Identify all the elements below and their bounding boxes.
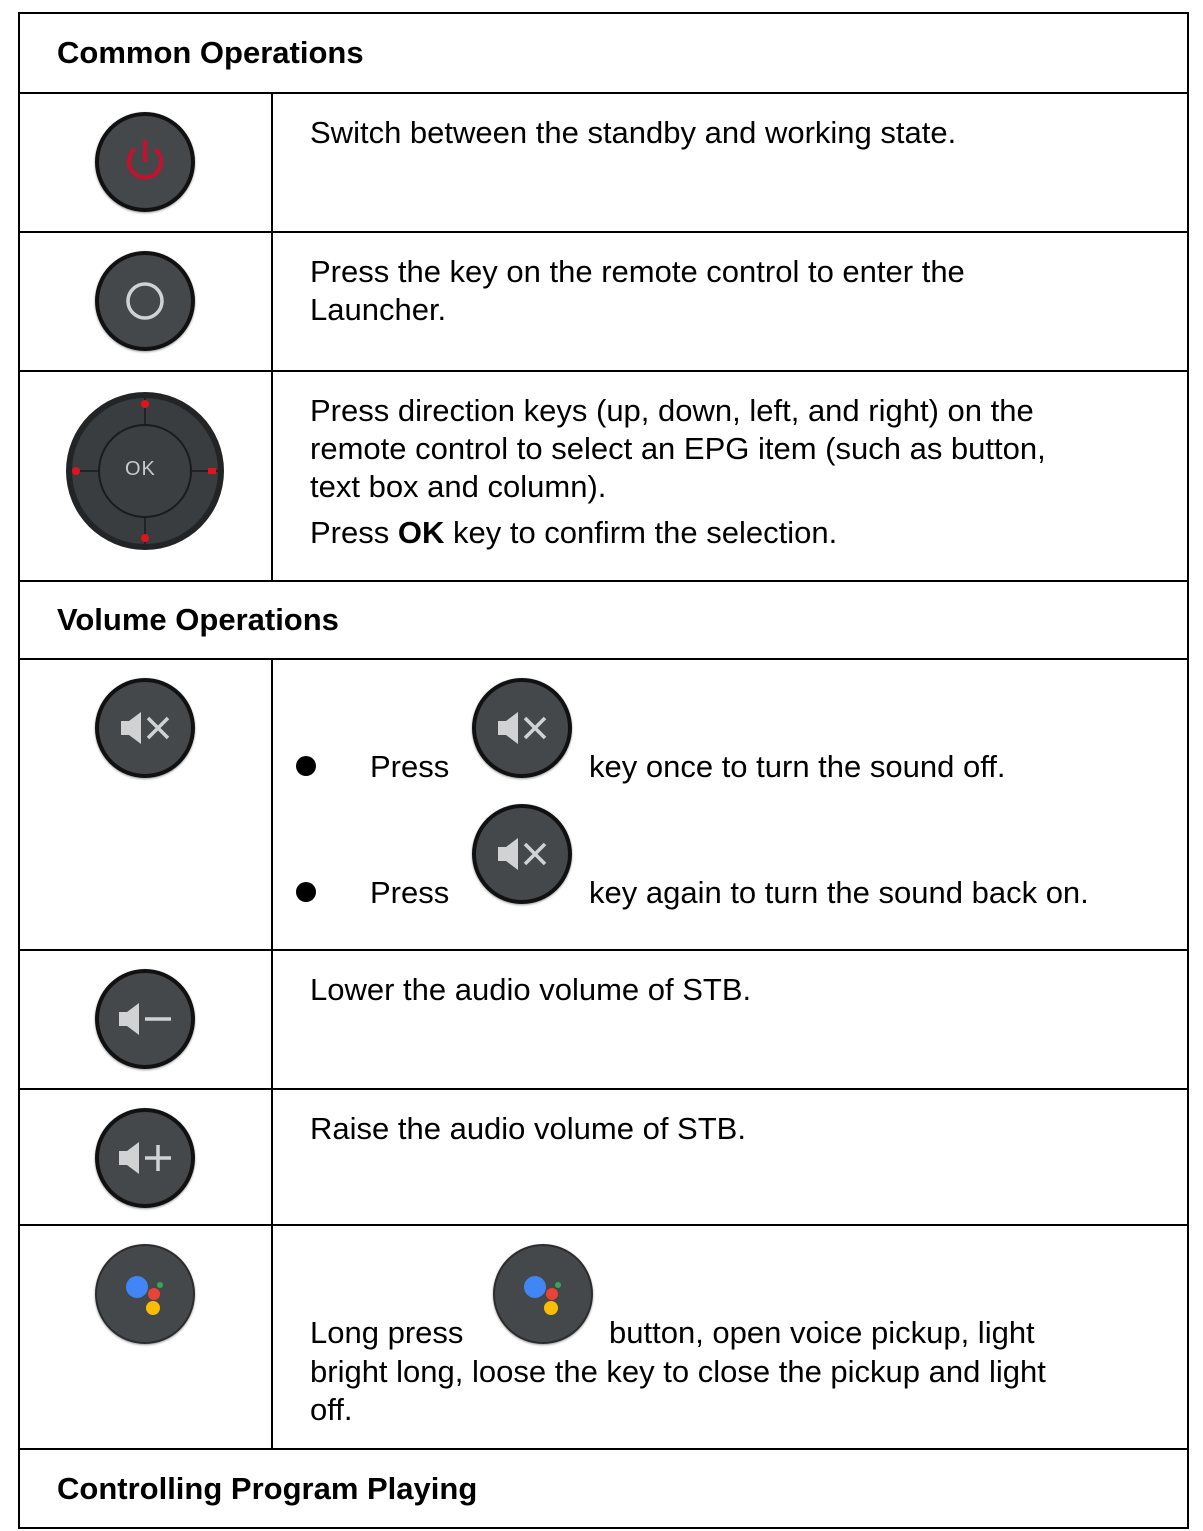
section-header-controlling-program-playing	[20, 1448, 1187, 1527]
section-header-volume-operations	[20, 580, 1187, 658]
bullet-suffix: key once to turn the sound off.	[589, 749, 1006, 784]
table-row-volume-down	[20, 949, 1187, 1088]
icon-cell	[20, 233, 273, 370]
description-line: Press the key on the remote control to enter the	[310, 254, 965, 289]
voice-prefix: Long press	[310, 1315, 464, 1350]
icon-cell	[20, 660, 273, 949]
section-title: Common Operations	[57, 35, 364, 70]
voice-suffix: button, open voice pickup, light	[609, 1315, 1035, 1350]
table-row-mute	[20, 658, 1187, 949]
table-row-voice-assistant	[20, 1224, 1187, 1448]
mute-icon	[472, 678, 572, 778]
power-icon	[95, 112, 195, 212]
bullet-prefix: Press	[370, 875, 450, 910]
mute-icon	[95, 678, 195, 778]
bullet-dot	[296, 882, 316, 902]
remote-operations-table	[18, 12, 1189, 1529]
description-line: Launcher.	[310, 292, 447, 327]
description-text: Raise the audio volume of STB.	[310, 1111, 746, 1146]
section-header-common-operations	[20, 14, 1187, 92]
description-line: text box and column).	[310, 469, 607, 504]
description-cell	[273, 372, 1187, 580]
description-cell	[273, 1090, 1187, 1224]
confirm-prefix: Press	[310, 515, 398, 550]
description-line: remote control to select an EPG item (such as button,	[310, 431, 1046, 466]
section-title: Controlling Program Playing	[57, 1470, 478, 1506]
description-text: Switch between the standby and working state.	[310, 115, 957, 150]
icon-cell	[20, 94, 273, 231]
bullet-prefix: Press	[370, 749, 450, 784]
ok-key-label: OK	[397, 515, 445, 550]
description-cell	[273, 233, 1187, 370]
google-assistant-icon	[493, 1244, 593, 1344]
description-line: Press direction keys (up, down, left, and right) on the	[310, 393, 1034, 428]
description-line: off.	[310, 1392, 353, 1427]
icon-cell	[20, 1226, 273, 1448]
description-cell	[273, 94, 1187, 231]
icon-cell	[20, 372, 273, 580]
ok-label: OK	[125, 458, 156, 480]
icon-cell	[20, 1090, 273, 1224]
google-assistant-icon	[95, 1244, 195, 1344]
section-title: Volume Operations	[57, 602, 339, 637]
volume-up-icon	[95, 1108, 195, 1208]
description-line: bright long, loose the key to close the pickup and light	[310, 1354, 1046, 1389]
icon-cell	[20, 951, 273, 1088]
voice-continuation	[310, 1353, 1046, 1429]
description-cell	[273, 1226, 1187, 1448]
table-row-direction-keys	[20, 370, 1187, 580]
bullet-suffix: key again to turn the sound back on.	[589, 875, 1089, 910]
volume-down-icon	[95, 969, 195, 1069]
home-circle-icon	[95, 251, 195, 351]
table-row-power	[20, 92, 1187, 231]
description-cell	[273, 951, 1187, 1088]
confirm-line	[310, 514, 1167, 552]
description-cell	[273, 660, 1187, 949]
description-text: Lower the audio volume of STB.	[310, 972, 752, 1007]
bullet-dot	[296, 756, 316, 776]
confirm-suffix: key to confirm the selection.	[444, 515, 838, 550]
mute-icon	[472, 804, 572, 904]
table-row-volume-up	[20, 1088, 1187, 1224]
table-row-launcher	[20, 231, 1187, 370]
